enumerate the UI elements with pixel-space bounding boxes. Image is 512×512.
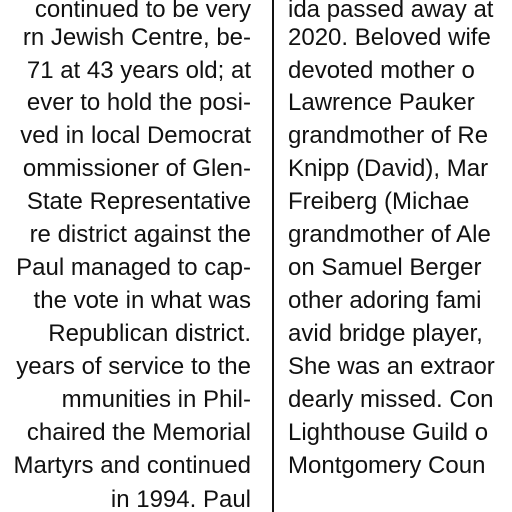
left-column-line: Martyrs and continued [13, 452, 251, 479]
left-column-line: Paul managed to cap- [16, 254, 251, 281]
right-column-line: 2020. Beloved wife [288, 24, 491, 51]
left-text-column [0, 0, 251, 512]
right-column-line: Freiberg (Michae [288, 188, 470, 215]
left-column-line: ommissioner of Glen- [22, 155, 251, 182]
right-column-line: grandmother of Ale [288, 221, 491, 248]
left-column-line: in 1994. Paul [110, 486, 251, 512]
left-column-line: ever to hold the posi- [26, 89, 251, 116]
left-column-line: continued to be very [34, 0, 251, 23]
right-column-line: other adoring fami [288, 287, 482, 314]
right-column-line: Montgomery Coun [288, 452, 486, 479]
right-column-line: grandmother of Re [288, 122, 489, 149]
left-column-line: mmunities in Phil- [61, 386, 251, 413]
left-column-line: 71 at 43 years old; at [26, 57, 251, 84]
right-column-line: Knipp (David), Mar [288, 155, 489, 182]
right-column-line: on Samuel Berger [288, 254, 482, 281]
right-column-line: avid bridge player, [288, 320, 483, 347]
left-column-line: ved in local Democrat [20, 122, 251, 149]
left-column-line: re district against the [29, 221, 251, 248]
column-divider [272, 0, 274, 512]
right-column-line: Lawrence Pauker [288, 89, 475, 116]
right-column-line: She was an extraor [288, 353, 495, 380]
right-column-line: devoted mother o [288, 57, 475, 84]
left-column-line: Republican district. [48, 320, 251, 347]
left-column-line: years of service to the [16, 353, 251, 380]
left-column-line: the vote in what was [33, 287, 251, 314]
right-column-line: Lighthouse Guild o [288, 419, 489, 446]
right-column-line: dearly missed. Con [288, 386, 494, 413]
left-column-line: chaired the Memorial [26, 419, 251, 446]
left-column-line: State Representative [26, 188, 251, 215]
right-text-column [288, 0, 512, 512]
right-column-line: ida passed away at [288, 0, 494, 23]
left-column-line: rn Jewish Centre, be- [22, 24, 251, 51]
